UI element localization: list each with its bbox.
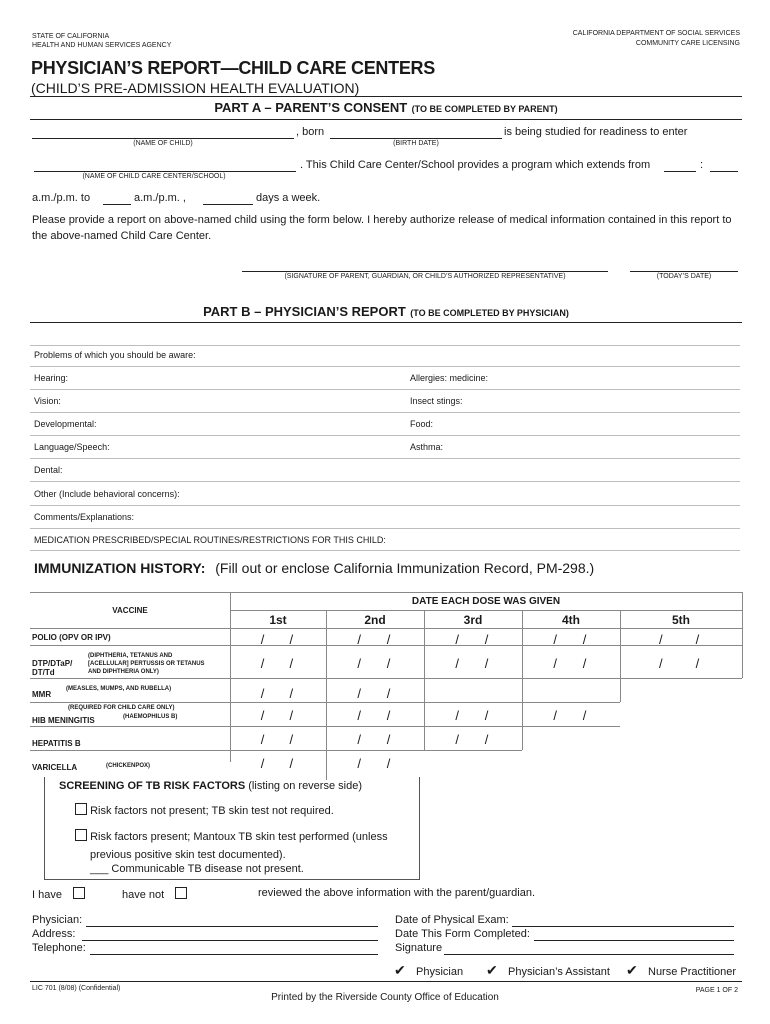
dose-date-slash: / bbox=[484, 732, 489, 747]
asthma-label[interactable]: Asthma: bbox=[410, 442, 444, 452]
agency-line-2: HEALTH AND HUMAN SERVICES AGENCY bbox=[32, 42, 172, 49]
dose-date-cell[interactable] bbox=[230, 730, 326, 750]
dose-date-slash: / bbox=[659, 656, 663, 671]
date-completed-field[interactable] bbox=[534, 940, 734, 941]
tb-screening-box bbox=[44, 777, 420, 880]
dose-date-cell[interactable] bbox=[522, 630, 620, 650]
birth-date-field[interactable] bbox=[330, 138, 502, 139]
pa-checkmark[interactable]: ✔ bbox=[486, 962, 498, 978]
tb-option-1[interactable] bbox=[75, 803, 334, 817]
consent-paragraph: Please provide a report on above-named child using the form below. I hereby authorize release of medical information contained in this report to the above-named Child Care Center. bbox=[32, 214, 732, 242]
dose-date-slash: / bbox=[455, 632, 459, 647]
end-time-field[interactable] bbox=[103, 204, 131, 205]
food-label[interactable]: Food: bbox=[410, 419, 434, 429]
dose-date-cell[interactable] bbox=[326, 706, 424, 726]
tb-heading-note: (listing on reverse side) bbox=[248, 780, 362, 792]
dose-date-slash: / bbox=[484, 708, 489, 723]
immunization-heading: IMMUNIZATION HISTORY: bbox=[34, 560, 206, 576]
dtp-note-2: [ACELLULAR] PERTUSSIS OR TETANUS bbox=[88, 661, 205, 667]
tb-option-2[interactable] bbox=[75, 829, 388, 843]
todays-date-field[interactable] bbox=[630, 271, 738, 272]
have-not-label: have not bbox=[122, 889, 165, 901]
developmental-label[interactable]: Developmental: bbox=[34, 419, 97, 429]
rule bbox=[30, 458, 740, 459]
part-b-header bbox=[30, 302, 742, 323]
rule bbox=[30, 345, 740, 346]
dose-date-cell[interactable] bbox=[424, 654, 522, 674]
dose-3-header: 3rd bbox=[463, 613, 483, 627]
have-not-option[interactable] bbox=[122, 887, 187, 901]
dose-date-cell[interactable] bbox=[522, 654, 620, 674]
dose-date-slash: / bbox=[582, 656, 587, 671]
dose-date-slash: / bbox=[260, 756, 265, 771]
tb-option-1-label: Risk factors not present; TB skin test not required. bbox=[90, 805, 334, 817]
dose-date-cell[interactable] bbox=[230, 706, 326, 726]
mmr-note: (MEASLES, MUMPS, AND RUBELLA) bbox=[66, 686, 172, 692]
dose-date-cell[interactable] bbox=[620, 654, 742, 674]
dose-date-slash: / bbox=[357, 632, 361, 647]
dose-date-cell[interactable] bbox=[424, 730, 522, 750]
form-id: LIC 701 (8/08) (Confidential) bbox=[32, 985, 121, 992]
np-checkmark[interactable]: ✔ bbox=[626, 962, 638, 978]
dose-date-slash: / bbox=[289, 756, 294, 771]
immunization-table bbox=[30, 592, 742, 774]
varicella-note: (CHICKENPOX) bbox=[106, 763, 151, 769]
telephone-field[interactable] bbox=[90, 954, 378, 955]
form-subtitle: (CHILD’S PRE-ADMISSION HEALTH EVALUATION) bbox=[31, 80, 360, 96]
rule bbox=[30, 435, 740, 436]
printed-by: Printed by the Riverside County Office of Education bbox=[271, 992, 499, 1003]
rule bbox=[30, 550, 740, 551]
dtp-note-3: AND DIPHTHERIA ONLY) bbox=[88, 669, 159, 675]
address-label: Address: bbox=[32, 928, 76, 940]
tb-heading: SCREENING OF TB RISK FACTORS bbox=[59, 780, 246, 792]
np-option-label: Nurse Practitioner bbox=[648, 966, 737, 978]
rule bbox=[30, 505, 740, 506]
dose-date-slash: / bbox=[289, 732, 294, 747]
physician-checkmark[interactable]: ✔ bbox=[394, 962, 406, 978]
language-speech-label[interactable]: Language/Speech: bbox=[34, 442, 110, 452]
rule bbox=[30, 389, 740, 390]
i-have-checkbox[interactable] bbox=[73, 887, 85, 899]
signature-caption: (SIGNATURE OF PARENT, GUARDIAN, OR CHILD’S AUTHORIZED REPRESENTATIVE) bbox=[284, 273, 566, 280]
hib-note-2: (HAEMOPHILUS B) bbox=[123, 714, 178, 720]
reviewed-label: reviewed the above information with the parent/guardian. bbox=[258, 887, 536, 899]
dose-date-cell[interactable] bbox=[230, 684, 326, 704]
days-label: days a week. bbox=[256, 192, 321, 204]
date-exam-label: Date of Physical Exam: bbox=[395, 914, 509, 926]
dose-date-slash: / bbox=[289, 708, 294, 723]
center-caption: (NAME OF CHILD CARE CENTER/SCHOOL) bbox=[82, 173, 226, 180]
start-minute-field[interactable] bbox=[710, 171, 738, 172]
vaccine-dttd: DT/Td bbox=[32, 668, 55, 677]
dose-date-slash: / bbox=[260, 732, 265, 747]
hearing-label[interactable]: Hearing: bbox=[34, 373, 69, 383]
dose-date-slash: / bbox=[386, 656, 391, 671]
comments-label[interactable]: Comments/Explanations: bbox=[34, 512, 135, 522]
vaccine-hepatitis-b: HEPATITIS B bbox=[32, 739, 81, 748]
dose-date-cell[interactable] bbox=[326, 684, 424, 704]
dose-date-cell[interactable] bbox=[326, 630, 424, 650]
dose-date-slash: / bbox=[289, 632, 294, 647]
dose-date-slash: / bbox=[357, 732, 361, 747]
dose-date-slash: / bbox=[260, 686, 265, 701]
colon: : bbox=[700, 159, 704, 171]
dtp-note-1: (DIPHTHERIA, TETANUS AND bbox=[88, 653, 173, 659]
department-line-1: CALIFORNIA DEPARTMENT OF SOCIAL SERVICES bbox=[572, 30, 740, 37]
part-a-note: (TO BE COMPLETED BY PARENT) bbox=[411, 104, 558, 114]
rule bbox=[30, 528, 740, 529]
part-b-note: (TO BE COMPLETED BY PHYSICIAN) bbox=[410, 308, 569, 318]
medication-label[interactable]: MEDICATION PRESCRIBED/SPECIAL ROUTINES/RESTRICTIONS FOR THIS CHILD: bbox=[34, 535, 386, 545]
birth-caption: (BIRTH DATE) bbox=[393, 140, 439, 147]
hib-note-1: (REQUIRED FOR CHILD CARE ONLY) bbox=[68, 705, 175, 711]
immunization-note: (Fill out or enclose California Immunization Record, PM-298.) bbox=[215, 560, 595, 576]
date-completed-label: Date This Form Completed: bbox=[395, 928, 530, 940]
agency-line-1: STATE OF CALIFORNIA bbox=[32, 33, 110, 40]
dose-date-slash: / bbox=[357, 656, 361, 671]
signature-field[interactable] bbox=[444, 954, 734, 955]
vaccine-dtp: DTP/DTaP/ bbox=[32, 659, 73, 668]
department-line-2: COMMUNITY CARE LICENSING bbox=[635, 40, 740, 47]
dose-date-slash: / bbox=[553, 656, 557, 671]
immunization-heading-row bbox=[34, 560, 594, 576]
am-to-label: a.m./p.m. to bbox=[32, 192, 91, 204]
am-comma-label: a.m./p.m. , bbox=[134, 192, 186, 204]
pa-option-label: Physician’s Assistant bbox=[508, 966, 610, 978]
allergies-medicine-label[interactable]: Allergies: medicine: bbox=[410, 373, 489, 383]
telephone-label: Telephone: bbox=[32, 942, 86, 954]
page-number: PAGE 1 OF 2 bbox=[695, 987, 738, 994]
dose-date-slash: / bbox=[659, 632, 663, 647]
rule bbox=[30, 412, 740, 413]
dose-date-cell[interactable] bbox=[230, 654, 326, 674]
form-title: PHYSICIAN’S REPORT—CHILD CARE CENTERS bbox=[31, 58, 435, 78]
dose-date-slash: / bbox=[455, 708, 459, 723]
start-hour-field[interactable] bbox=[664, 171, 696, 172]
dose-1-header: 1st bbox=[269, 613, 287, 627]
dose-date-slash: / bbox=[386, 732, 391, 747]
insect-stings-label[interactable]: Insect stings: bbox=[410, 396, 463, 406]
dose-date-cell[interactable] bbox=[326, 730, 424, 750]
date-exam-field[interactable] bbox=[512, 926, 734, 927]
dose-date-slash: / bbox=[289, 656, 294, 671]
dose-date-slash: / bbox=[455, 732, 459, 747]
tb-option-2-label: Risk factors present; Mantoux TB skin test performed (unless bbox=[90, 831, 388, 843]
born-label: , born bbox=[296, 126, 325, 138]
dose-date-cell[interactable] bbox=[326, 754, 424, 774]
address-field[interactable] bbox=[82, 940, 378, 941]
physician-field[interactable] bbox=[86, 926, 378, 927]
dose-date-slash: / bbox=[357, 686, 361, 701]
problems-label: Problems of which you should be aware: bbox=[34, 350, 196, 360]
vaccine-varicella: VARICELLA bbox=[32, 763, 78, 772]
dose-date-slash: / bbox=[484, 632, 489, 647]
dose-date-slash: / bbox=[357, 756, 361, 771]
parent-signature-field[interactable] bbox=[242, 271, 608, 272]
dose-date-cell[interactable] bbox=[230, 754, 326, 774]
dose-date-cell[interactable] bbox=[620, 630, 742, 650]
days-field[interactable] bbox=[203, 204, 253, 205]
dose-date-cell[interactable] bbox=[230, 630, 326, 650]
dose-date-slash: / bbox=[386, 686, 391, 701]
dental-label[interactable]: Dental: bbox=[34, 465, 63, 475]
signature-label: Signature bbox=[395, 942, 443, 954]
dose-date-slash: / bbox=[289, 686, 294, 701]
dose-5-header: 5th bbox=[672, 613, 690, 627]
rule bbox=[30, 366, 740, 367]
dose-date-slash: / bbox=[553, 708, 557, 723]
tb-heading-row bbox=[59, 780, 362, 792]
dose-date-slash: / bbox=[386, 756, 391, 771]
date-header: DATE EACH DOSE WAS GIVEN bbox=[411, 596, 561, 607]
dose-date-slash: / bbox=[695, 632, 700, 647]
tb-option-2-checkbox[interactable] bbox=[75, 829, 87, 841]
dose-date-cell[interactable] bbox=[424, 706, 522, 726]
dose-date-slash: / bbox=[455, 656, 459, 671]
vision-label[interactable]: Vision: bbox=[34, 396, 61, 406]
studied-label: is being studied for readiness to enter bbox=[504, 126, 688, 138]
tb-option-1-checkbox[interactable] bbox=[75, 803, 87, 815]
dose-date-slash: / bbox=[386, 632, 391, 647]
dose-date-slash: / bbox=[582, 632, 587, 647]
dose-date-slash: / bbox=[260, 632, 265, 647]
dose-2-header: 2nd bbox=[364, 613, 386, 627]
tb-communicable-line[interactable]: ___ Communicable TB disease not present. bbox=[90, 863, 304, 875]
child-name-field[interactable] bbox=[32, 138, 294, 139]
tb-option-2-continued: previous positive skin test documented). bbox=[90, 849, 286, 861]
dose-date-slash: / bbox=[553, 632, 557, 647]
vaccine-hib: HIB MENINGITIS bbox=[32, 716, 95, 725]
vaccine-polio: POLIO (OPV OR IPV) bbox=[32, 633, 111, 642]
dose-date-slash: / bbox=[357, 708, 361, 723]
dose-date-cell[interactable] bbox=[424, 630, 522, 650]
dose-date-slash: / bbox=[484, 656, 489, 671]
date-caption: (TODAY’S DATE) bbox=[656, 273, 712, 280]
i-have-label: I have bbox=[32, 889, 62, 901]
center-name-field[interactable] bbox=[34, 171, 296, 172]
name-caption: (NAME OF CHILD) bbox=[133, 140, 193, 147]
dose-date-cell[interactable] bbox=[522, 706, 620, 726]
part-b-heading: PART B – PHYSICIAN’S REPORT bbox=[203, 304, 406, 319]
part-a-header bbox=[30, 96, 742, 120]
have-not-checkbox[interactable] bbox=[175, 887, 187, 899]
part-a-heading: PART A – PARENT’S CONSENT bbox=[214, 100, 408, 115]
footer-rule bbox=[30, 981, 742, 982]
dose-date-cell[interactable] bbox=[326, 654, 424, 674]
physician-label: Physician: bbox=[32, 914, 83, 926]
rule bbox=[30, 481, 740, 482]
physician-option-label: Physician bbox=[416, 966, 464, 978]
vaccine-header: VACCINE bbox=[112, 606, 148, 615]
dose-date-slash: / bbox=[260, 708, 265, 723]
center-text: . This Child Care Center/School provides a program which extends from bbox=[300, 159, 651, 171]
i-have-option[interactable] bbox=[32, 887, 85, 901]
vaccine-mmr: MMR bbox=[32, 690, 52, 699]
dose-date-slash: / bbox=[386, 708, 391, 723]
dose-date-slash: / bbox=[695, 656, 700, 671]
dose-4-header: 4th bbox=[562, 613, 580, 627]
dose-date-slash: / bbox=[260, 656, 265, 671]
other-label[interactable]: Other (Include behavioral concerns): bbox=[34, 489, 180, 499]
dose-date-slash: / bbox=[582, 708, 587, 723]
